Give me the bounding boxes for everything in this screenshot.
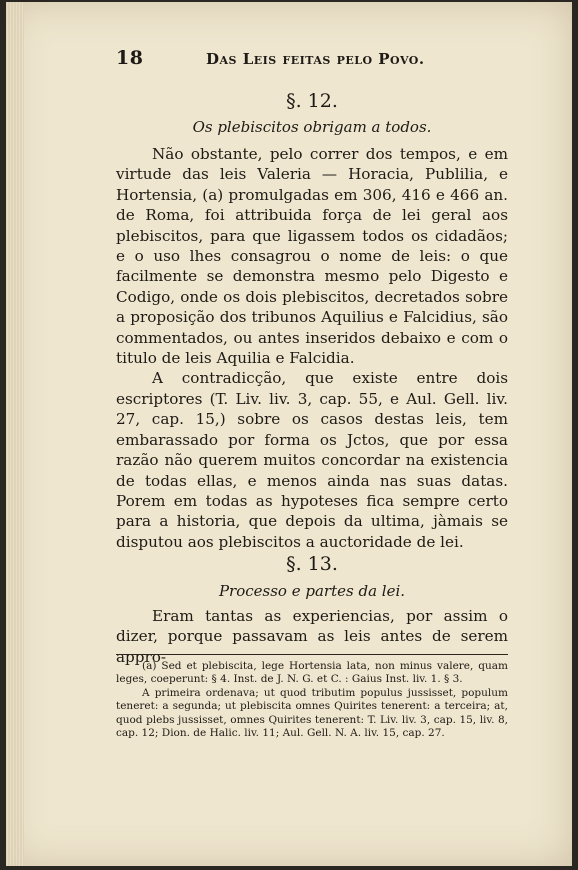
section-13-heading: §. 13.: [286, 553, 338, 575]
footnote-rule: [116, 654, 508, 655]
running-title: Das Leis feitas pelo Povo.: [206, 50, 425, 68]
paragraph: A contradicção, que existe entre dois escriptores (T. Liv. liv. 3, cap. 55, e Aul. Gell. liv. 27, cap. 15,) sobre os casos destas leis, tem embarassado por forma os Jctos, que por essa razão não querem muitos concordar na existencia de todas ellas, e menos ainda nas suas datas. Porem em todas as hypoteses fica sempre certo para a historia, que depois da ultima, jàmais se disputou aos plebiscitos a auctoridade de lei.: [116, 369, 508, 551]
page-spine-edge: [6, 2, 24, 866]
footnote: A primeira ordenava; ut quod tributim populus jussisset, populum teneret: a segunda; ut plebiscita omnes Quirites tenerent: a terceira; at, quod plebs jussisset, omnes Quirites tenerent: T. Liv. liv. 3, cap. 15, liv. 8, cap. 12; Dion. de Halic. liv. 11; Aul. Gell. N. A. liv. 15, cap. 27.: [116, 686, 508, 740]
page-number: 18: [116, 47, 144, 69]
book-page: [6, 2, 572, 866]
footnotes: [116, 660, 508, 740]
section-12-heading: §. 12.: [286, 90, 338, 112]
paragraph: Eram tantas as experiencias, por assim o dizer, porque passavam as leis antes de serem appro-: [116, 607, 508, 666]
paragraph: Não obstante, pelo correr dos tempos, e em virtude das leis Valeria — Horacia, Publilia, e Hortensia, (a) promulgadas em 306, 416 e 466 an. de Roma, foi attribuida força de lei geral aos plebiscitos, para que ligassem todos os cidadãos; e o uso lhes consagrou o nome de leis: o que facilmente se demonstra mesmo pelo Digesto e Codigo, onde os dois plebiscitos, decretados sobre a proposição dos tribunos Aquilius e Falcidius, são commentados, ou antes inseridos debaixo e com o titulo de leis Aquilia e Falcidia.: [116, 145, 508, 368]
section-13-body: [116, 606, 508, 667]
footnote: (a) Sed et plebiscita, lege Hortensia lata, non minus valere, quam leges, coeperunt: § 4. Inst. de J. N. G. et C. : Gaius Inst. liv. 1. § 3.: [116, 660, 508, 686]
section-13-subheading: Processo e partes da lei.: [218, 582, 406, 600]
section-12-body: [116, 144, 508, 552]
section-12-subheading: Os plebiscitos obrigam a todos.: [192, 118, 432, 136]
